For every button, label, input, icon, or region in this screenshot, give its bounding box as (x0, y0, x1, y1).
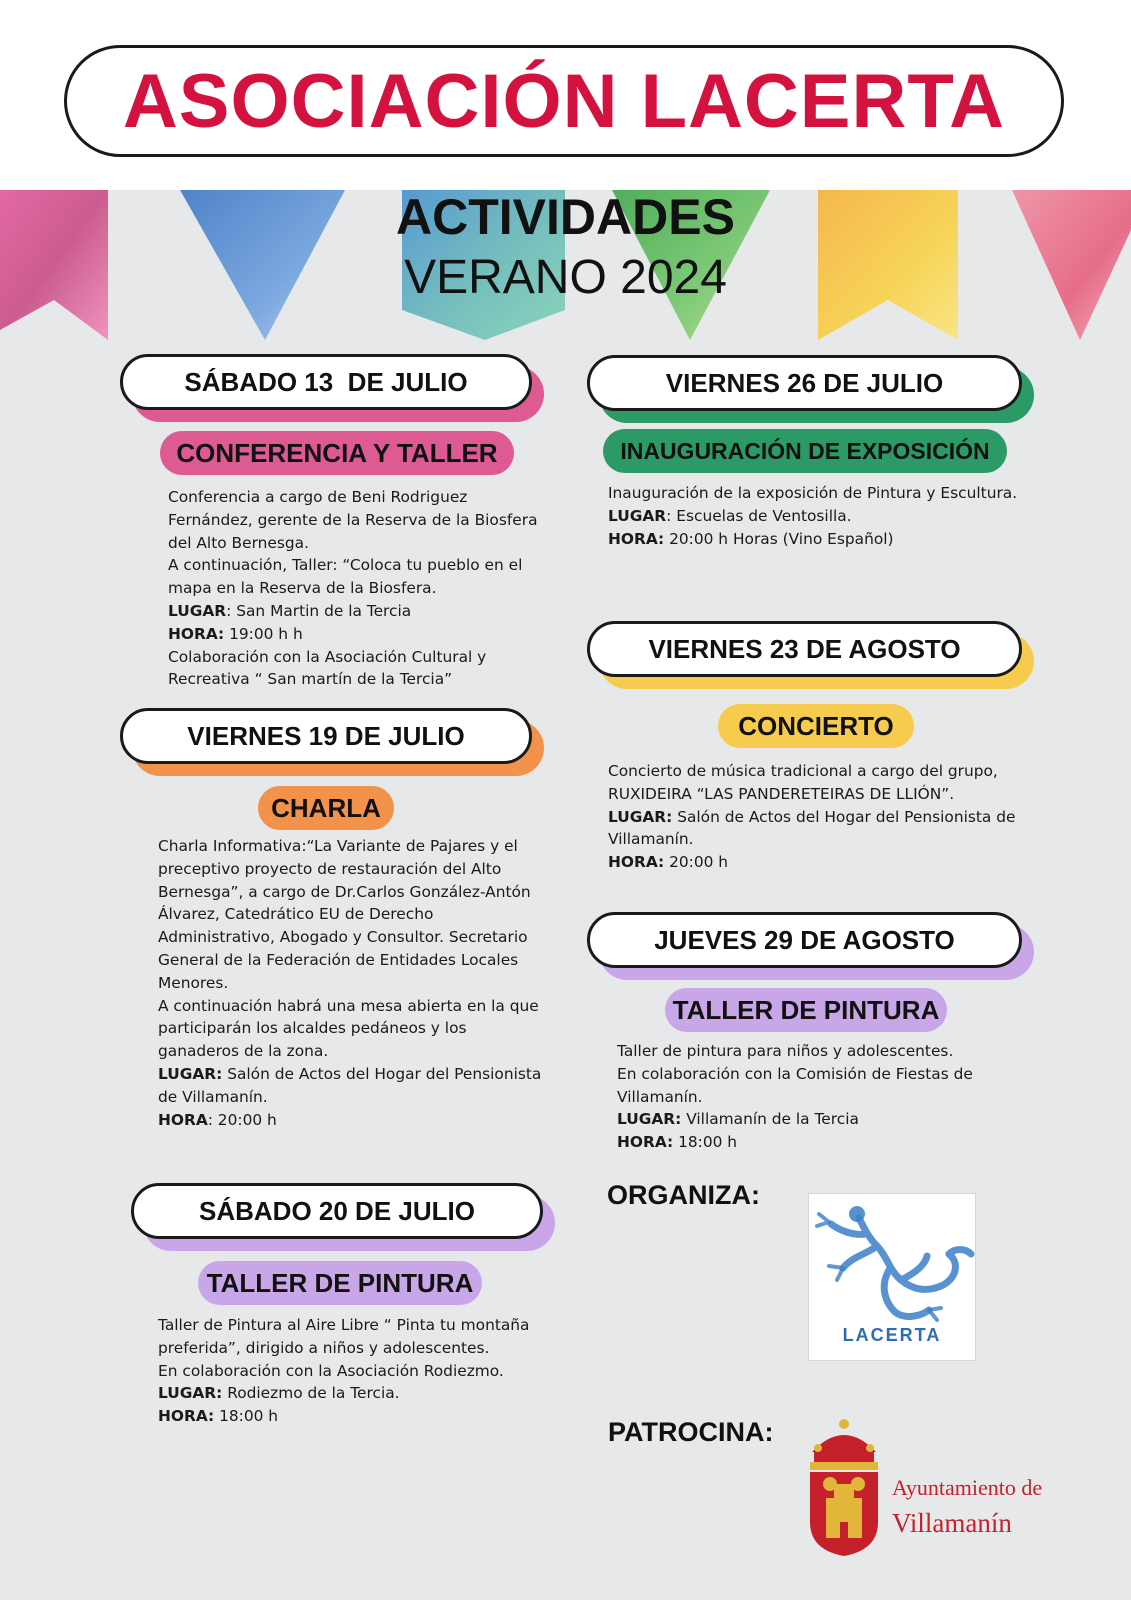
event-1-text2: A continuación, Taller: “Coloca tu pueblo en el mapa en la Reserva de la Biosfera. (168, 556, 523, 598)
event-6-hora: HORA: 18:00 h (617, 1133, 738, 1152)
event-3-date-pill (131, 1183, 543, 1239)
event-2-date: VIERNES 19 DE JULIO (120, 708, 532, 764)
event-2-text1: Charla Informativa:“La Variante de Pajares y el preceptivo proyecto de restauración del Alto Bernesga”, a cargo de Dr.Carlos González-Antón Álvarez, Catedrático EU de Derecho Administrativo, Abogado y Consultor. Secretario General de la Federación de Entidades Locales Menores. (158, 837, 531, 992)
lacerta-logo-text: LACERTA (842, 1325, 942, 1345)
ayuntamiento-line1: Ayuntamiento de (892, 1475, 1043, 1500)
villamanin-crest-icon (804, 1418, 884, 1558)
event-2-hora: HORA: 20:00 h (158, 1110, 277, 1129)
event-6-date-pill (587, 912, 1022, 968)
lacerta-logo (808, 1193, 976, 1361)
patrocina-label: PATROCINA: (608, 1417, 774, 1447)
event-5-date: VIERNES 23 DE AGOSTO (587, 621, 1022, 677)
event-3-text2: En colaboración con la Asociación Rodiezmo. (158, 1361, 504, 1380)
event-1-category: CONFERENCIA Y TALLER (160, 431, 514, 475)
event-3-date: SÁBADO 20 DE JULIO (131, 1183, 543, 1239)
event-4-date-pill (587, 355, 1022, 411)
event-2-description (158, 835, 544, 1131)
organiza-label: ORGANIZA: (607, 1180, 760, 1210)
event-4-category: INAUGURACIÓN DE EXPOSICIÓN (603, 429, 1007, 473)
event-2-category: CHARLA (258, 786, 394, 830)
event-3-category: TALLER DE PINTURA (198, 1261, 482, 1305)
event-5-text1: Concierto de música tradicional a cargo del grupo, RUXIDEIRA “LAS PANDERETEIRAS DE LLIÓN”. (608, 762, 998, 803)
event-4-lugar: LUGAR: Escuelas de Ventosilla. (608, 506, 852, 525)
event-5-hora: HORA: 20:00 h (608, 853, 729, 872)
event-3-description (158, 1314, 544, 1428)
main-title: ASOCIACIÓN LACERTA (122, 58, 1006, 144)
event-5-lugar: LUGAR: Salón de Actos del Hogar del Pensionista de Villamanín. (608, 807, 1016, 849)
event-4-description (608, 482, 1028, 550)
event-6-text1: Taller de pintura para niños y adolescentes. (617, 1042, 954, 1060)
event-1-text1: Conferencia a cargo de Beni Rodriguez Fernández, gerente de la Reserva de la Biosfera del Alto Bernesga. (168, 488, 538, 552)
main-title-box (64, 45, 1064, 157)
event-4-hora: HORA: 20:00 h Horas (Vino Español) (608, 529, 894, 548)
event-6-description (617, 1040, 1037, 1154)
event-6-lugar: LUGAR: Villamanín de la Tercia (617, 1110, 859, 1129)
event-3-lugar: LUGAR: Rodiezmo de la Tercia. (158, 1384, 400, 1403)
event-3-text1: Taller de Pintura al Aire Libre “ Pinta tu montaña preferida”, dirigido a niños y adolescentes. (158, 1316, 530, 1357)
event-1-date-pill (120, 354, 532, 410)
event-5-category: CONCIERTO (718, 704, 914, 748)
event-5-description (608, 760, 1038, 874)
event-2-lugar: LUGAR: Salón de Actos del Hogar del Pensionista de Villamanín. (158, 1064, 542, 1106)
event-1-hora: HORA: 19:00 h h (168, 624, 303, 643)
activities-title: ACTIVIDADES (396, 189, 735, 245)
event-6-date: JUEVES 29 DE AGOSTO (587, 912, 1022, 968)
event-1-description (168, 486, 540, 691)
event-4-date: VIERNES 26 DE JULIO (587, 355, 1022, 411)
event-3-hora: HORA: 18:00 h (158, 1407, 279, 1426)
event-5-date-pill (587, 621, 1022, 677)
event-1-date: SÁBADO 13 DE JULIO (120, 354, 532, 410)
event-6-text2: En colaboración con la Comisión de Fiestas de Villamanín. (617, 1064, 973, 1106)
event-1-text3: Colaboración con la Asociación Cultural y Recreativa “ San martín de la Tercia” (168, 647, 487, 689)
event-1-lugar: LUGAR: San Martin de la Tercia (168, 601, 412, 620)
event-2-text2: A continuación habrá una mesa abierta en la que participarán los alcaldes pedáneos y los ganaderos de la zona. (158, 996, 539, 1061)
event-6-category: TALLER DE PINTURA (665, 988, 947, 1032)
event-2-date-pill (120, 708, 532, 764)
event-4-text1: Inauguración de la exposición de Pintura y Escultura. (608, 484, 1018, 502)
season-subtitle: VERANO 2024 (404, 251, 727, 304)
ayuntamiento-line2: Villamanín (892, 1508, 1012, 1538)
